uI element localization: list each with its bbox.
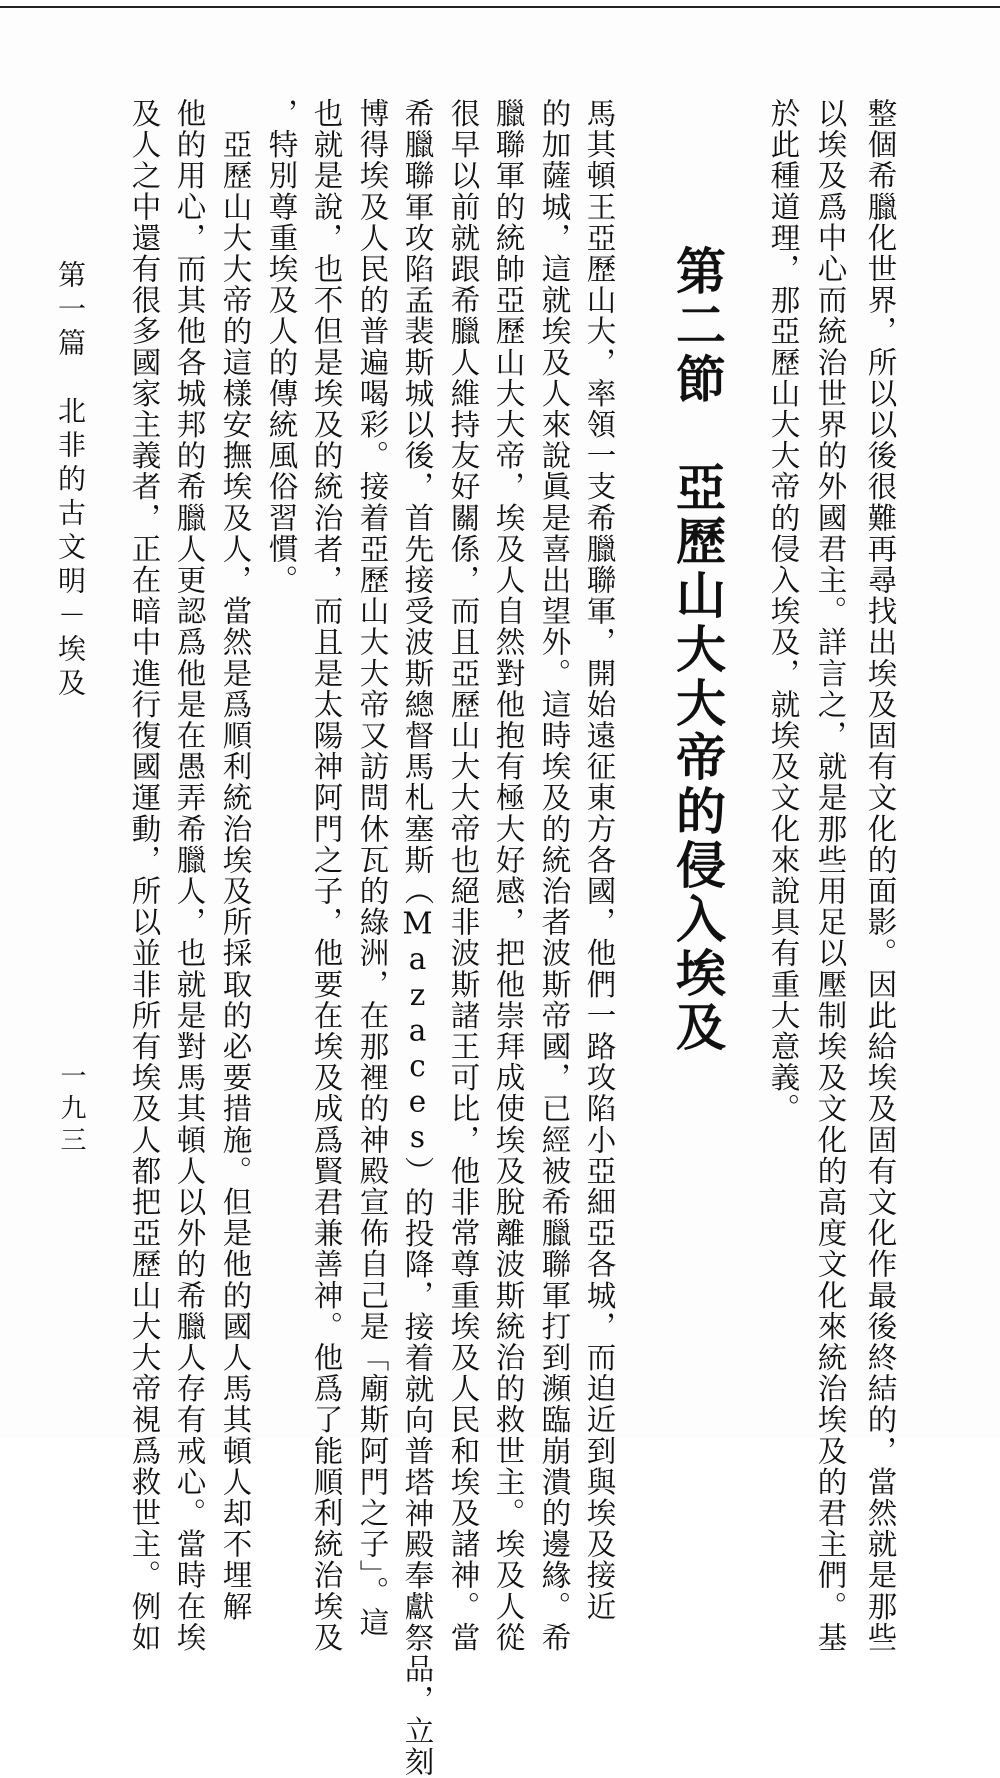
body-line-4: 很早以前就跟希臘人維持友好關係，而且亞歷山大大帝也絕非波斯諸王可比，他非常尊重埃及人民和埃及諸神。當 [446, 98, 481, 1653]
intro-line-2: 以埃及爲中心而統治世界的外國君主。詳言之，就是那些用足以壓制埃及文化的高度文化來統治埃及的君主們。基 [813, 98, 848, 1653]
running-footer-chapter: 第一篇 北非的古文明－埃及 [54, 260, 87, 702]
body-line-7: 也就是說，也不但是埃及的統治者，而且是太陽神阿門之子，他要在埃及成爲賢君兼善神。他爲了能順利統治埃及 [309, 98, 344, 1653]
scan-top-border [0, 6, 1000, 8]
section-heading: 第二節 亞歷山大大帝的侵入埃及 [668, 245, 727, 1055]
body-line-9: 亞歷山大大帝的這樣安撫埃及人，當然是爲順利統治埃及所採取的必要措施。但是他的國人馬其頓人却不埋解 [218, 98, 253, 1622]
body-line-2: 的加薩城，這就埃及人來說眞是喜出望外。這時埃及的統治者波斯帝國，已經被希臘聯軍打到瀕臨崩潰的邊緣。希 [537, 98, 572, 1653]
body-line-3: 臘聯軍的統帥亞歷山大大帝，埃及人自然對他抱有極大好感，把他崇拜成使埃及脫離波斯統治的救世主。埃及人從 [491, 98, 526, 1653]
body-line-8: ，特別尊重埃及人的傳統風俗習慣。 [264, 98, 299, 596]
body-line-6: 博得埃及人民的普遍喝彩。接着亞歷山大大帝又訪問休瓦的綠洲，在那裡的神殿宣佈自己是「廟斯阿門之子」。這 [355, 98, 390, 1639]
page-number: 一九三 [56, 1062, 86, 1158]
body-line-1: 馬其頓王亞歷山大，率領一支希臘聯軍，開始遠征東方各國，他們一路攻陷小亞細亞各城，而迫近到與埃及接近 [582, 98, 617, 1622]
intro-line-1: 整個希臘化世界，所以以後很難再尋找出埃及固有文化的面影。因此給埃及固有文化作最後終結的，當然就是那些 [863, 98, 898, 1653]
body-line-5: 希臘聯軍攻陷孟裴斯城以後，首先接受波斯總督馬札塞斯（Mazaces）的投降，接着就向普塔神殿奉獻祭品，立刻 [400, 98, 435, 1778]
intro-line-3: 於此種道理，那亞歷山大大帝的侵入埃及，就埃及文化來說具有重大意義。 [766, 98, 801, 1125]
body-line-10: 他的用心，而其他各城邦的希臘人更認爲他是在愚弄希臘人，也就是對馬其頓人以外的希臘人存有戒心。當時在埃 [172, 98, 207, 1653]
body-line-11: 及人之中還有很多國家主義者，正在暗中進行復國運動，所以並非所有埃及人都把亞歷山大大帝視爲救世主。例如 [127, 98, 162, 1653]
